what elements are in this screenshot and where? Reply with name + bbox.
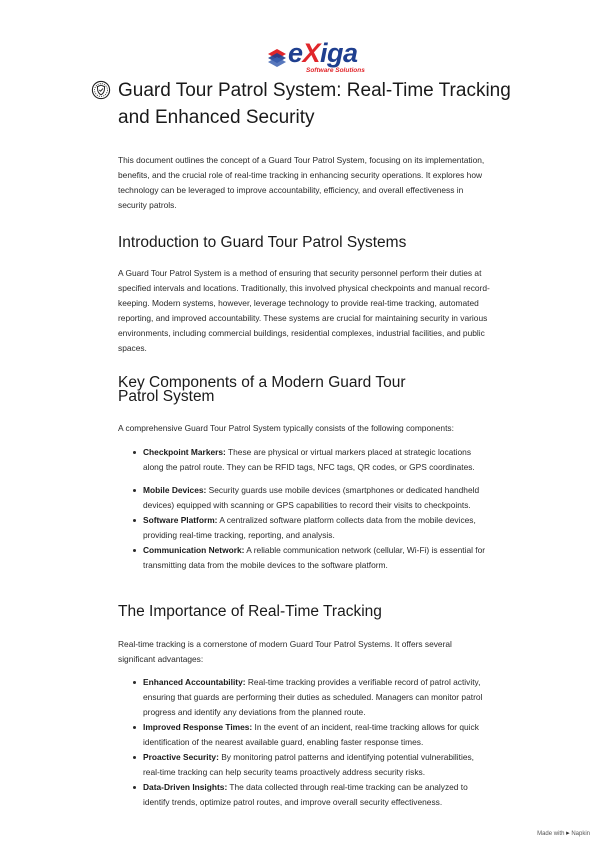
list-item-term: Enhanced Accountability:: [143, 677, 246, 687]
page-title: Guard Tour Patrol System: Real-Time Tracking and Enhanced Security: [118, 80, 511, 128]
list-item-text: In the event of an incident, real-time tracking allows for quick identification of the nearest available guard, enabling faster response times.: [143, 722, 479, 747]
list-item-text: By monitoring patrol patterns and identifying potential vulnerabilities, real-time tracking can help security teams proactively address security risks.: [143, 752, 474, 777]
key-components-list: [131, 445, 487, 573]
shield-badge-icon: [91, 80, 111, 100]
logo-stack-icon: [266, 44, 288, 68]
list-item-term: Improved Response Times:: [143, 722, 253, 732]
list-item-text: Security guards use mobile devices (smartphones or dedicated handheld devices) equipped with scanning or GPS capabilities to record their visits to checkpoints.: [143, 485, 480, 510]
list-item-term: Communication Network:: [143, 545, 245, 555]
list-item: [131, 720, 487, 750]
list-item: [131, 513, 487, 543]
made-with-label: Made with: [537, 831, 565, 837]
list-item: [131, 675, 487, 720]
list-item: [131, 543, 487, 573]
list-item-text: Real-time tracking provides a verifiable record of patrol activity, ensuring that guards are performing their duties as scheduled. Managers can monitor patrol progress and identify any deviations from the planned route.: [143, 677, 483, 717]
list-item-text: These are physical or virtual markers placed at strategic locations along the patrol route. They can be RFID tags, NFC tags, QR codes, or GPS coordinates.: [143, 447, 475, 472]
list-item-text: The data collected through real-time tracking can be analyzed to identify trends, optimize patrol routes, and improve overall security effectiveness.: [143, 782, 468, 807]
section-heading-key-components: Key Components of a Modern Guard Tour Patrol System: [118, 374, 406, 405]
list-item: [131, 780, 487, 810]
list-item: [131, 483, 487, 513]
list-item-text: A reliable communication network (cellular, Wi-Fi) is essential for transmitting data from the mobile devices to the software platform.: [143, 545, 486, 570]
section-paragraph-key-components: A comprehensive Guard Tour Patrol System typically consists of the following components:: [118, 423, 454, 433]
napkin-footer[interactable]: [537, 829, 590, 837]
list-item-term: Proactive Security:: [143, 752, 219, 762]
section-heading-real-time-tracking: The Importance of Real-Time Tracking: [118, 603, 382, 620]
napkin-logo-icon: ▸: [566, 830, 570, 837]
list-item: [131, 445, 487, 475]
section-paragraph-introduction: A Guard Tour Patrol System is a method of ensuring that security personnel perform their duties at specified intervals and locations. Traditionally, this involved physical checkpoints and manual record-keeping. Modern systems, however, leverage technology to provide real-time tracking, automated reporting, and improved accountability. These systems are crucial for maintaining security in various environments, including commercial buildings, residential complexes, industrial facilities, and public spaces.: [118, 268, 490, 353]
list-item-term: Software Platform:: [143, 515, 218, 525]
list-item: [131, 750, 487, 780]
advantages-list: [131, 675, 487, 810]
list-item-term: Data-Driven Insights:: [143, 782, 228, 792]
napkin-brand: Napkin: [571, 831, 590, 837]
list-item-text: A centralized software platform collects data from the mobile devices, providing real-time tracking, reporting, and analysis.: [143, 515, 476, 540]
logo-subtitle: Software Solutions: [306, 67, 365, 74]
section-paragraph-real-time-tracking: Real-time tracking is a cornerstone of modern Guard Tour Patrol Systems. It offers several significant advantages:: [118, 639, 452, 664]
list-item-term: Mobile Devices:: [143, 485, 207, 495]
section-heading-introduction: Introduction to Guard Tour Patrol Systems: [118, 234, 407, 251]
logo-wordmark: eXiga: [288, 38, 358, 68]
list-item-term: Checkpoint Markers:: [143, 447, 226, 457]
intro-paragraph: This document outlines the concept of a Guard Tour Patrol System, focusing on its implementation, benefits, and the crucial role of real-time tracking in enhancing security operations. It explores how technology can be leveraged to improve accountability, efficiency, and overall effectiveness in security patrols.: [118, 155, 485, 210]
